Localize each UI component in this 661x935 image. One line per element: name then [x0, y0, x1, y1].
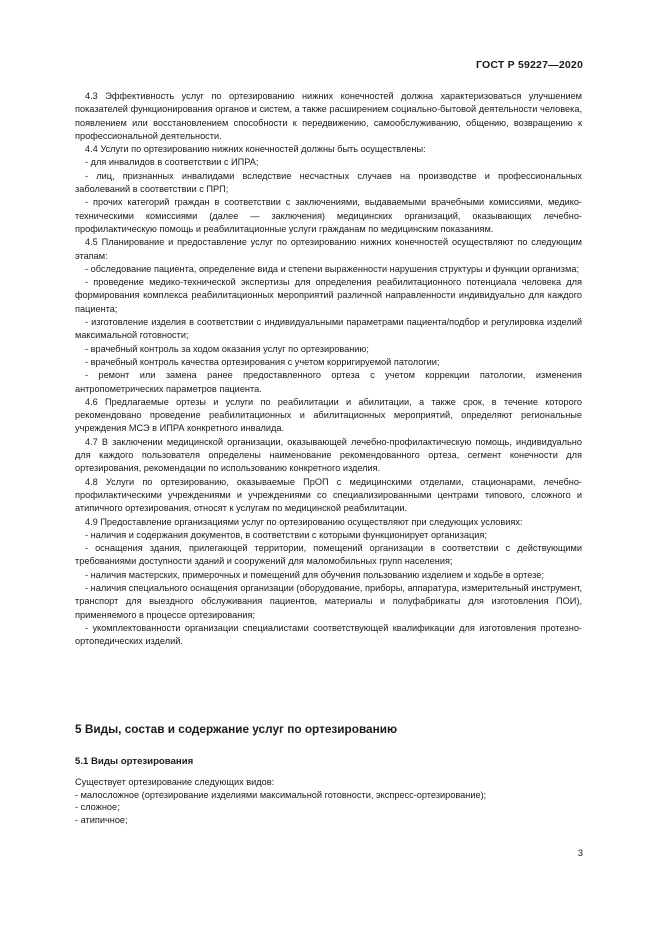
paragraph: 4.6 Предлагаемые ортезы и услуги по реабилитации и абилитации, а также срок, в течение которого рекомендовано проведение реабилитационных и абилитационных мероприятий, определяют региональные учреждения МСЭ в ИПРА конкретного инвалида. — [75, 396, 582, 434]
list-item: - для инвалидов в соответствии с ИПРА; — [85, 157, 259, 168]
list-item: - изготовление изделия в соответствии с индивидуальными параметрами пациента/подбор и регулировка изделий максимальной готовности; — [75, 317, 582, 341]
list-item: - малосложное (ортезирование изделиями максимальной готовности, экспресс-ортезирование); — [75, 789, 487, 800]
list-item: - прочих категорий граждан в соответствии с заключениями, выдаваемыми врачебными комиссиями, медико-техническими комиссиями (далее — заключения) медицинских организаций, оказывающих лечебно-профилактическую помощь и реабилитационные услуги гражданам по медицинским показаниям. — [75, 197, 582, 234]
list-item: - сложное; — [75, 802, 120, 813]
list-intro: Существует ортезирование следующих видов: — [75, 777, 275, 787]
paragraph: 4.7 В заключении медицинской организации, оказывающей лечебно-профилактическую помощь, индивидуально для каждого пользователя определены наименование рекомендованного ортеза, сегмент конечности для ортезирования, рекомендации по использованию конкретного изделия. — [75, 436, 582, 474]
list-item: - врачебный контроль качества ортезирования с учетом корригируемой патологии; — [85, 356, 440, 367]
list-item: - проведение медико-технической экспертизы для определения реабилитационного потенциала человека для формирования комплекса реабилитационных мероприятий различной направленности индивидуально для каждого пациента; — [75, 277, 582, 314]
subsection-heading: 5.1 Виды ортезирования — [75, 756, 194, 767]
paragraph: 4.3 Эффективность услуг по ортезированию нижних конечностей должна характеризоваться улучшением показателей функционирования органов и систем, а также расширением социально-бытовой деятельности человека, появлением или восстановлением способности к передвижению, самообслуживанию, общению, возвращению к профессиональной деятельности. — [75, 91, 582, 141]
paragraph: 4.4 Услуги по ортезированию нижних конечностей должны быть осуществлены: — [85, 144, 426, 155]
list-item: - лиц, признанных инвалидами вследствие несчастных случаев на производстве и профессиональных заболеваний в соответствии с ПРП; — [75, 170, 582, 195]
list-item: - оснащения здания, прилегающей территории, помещений организации в соответствии с действующими требованиями доступности зданий и сооружений для маломобильных групп населения; — [75, 543, 582, 567]
list-item: - ремонт или замена ранее предоставленного ортеза с учетом коррекции патологии, изменения антропометрических параметров пациента. — [75, 370, 582, 394]
list-item: - врачебный контроль за ходом оказания услуг по ортезированию; — [85, 343, 369, 354]
types-list — [75, 776, 582, 826]
paragraph: 4.5 Планирование и предоставление услуг по ортезированию нижних конечностей осуществляют по следующим этапам: — [75, 237, 582, 261]
section-heading: 5 Виды, состав и содержание услуг по ортезированию — [75, 722, 398, 736]
page-number: 3 — [577, 848, 583, 859]
list-item: - обследование пациента, определение вида и степени выраженности нарушения структуры и функции организма; — [85, 263, 580, 274]
list-item: - наличия и содержания документов, в соответствии с которыми функционирует организация; — [85, 529, 487, 540]
standard-number: ГОСТ Р 59227—2020 — [475, 59, 583, 71]
list-item: - наличия специального оснащения организации (оборудование, приборы, аппаратура, измерительный инструмент, транспорт для выездного обслуживания пациентов, материалы и полуфабрикаты для изготовления ПОИ), применяемого в процессе ортезирования; — [75, 582, 582, 620]
body-text — [75, 90, 582, 648]
list-item: - наличия мастерских, примерочных и помещений для обучения пользованию изделием и ходьбе в ортезе; — [85, 569, 544, 580]
paragraph: 4.8 Услуги по ортезированию, оказываемые ПрОП с медицинскими отделами, стационарами, лечебно-профилактическими учреждениями и учреждениями со специализированными центрами типового, сложного и атипичного ортезирования, относят к услугам по медицинской реабилитации. — [75, 476, 582, 514]
paragraph: 4.9 Предоставление организациями услуг по ортезированию осуществляют при следующих условиях: — [85, 516, 523, 527]
list-item: - атипичное; — [75, 814, 128, 825]
list-item: - укомплектованности организации специалистами соответствующей квалификации для изготовления протезно-ортопедических изделий. — [75, 622, 582, 647]
